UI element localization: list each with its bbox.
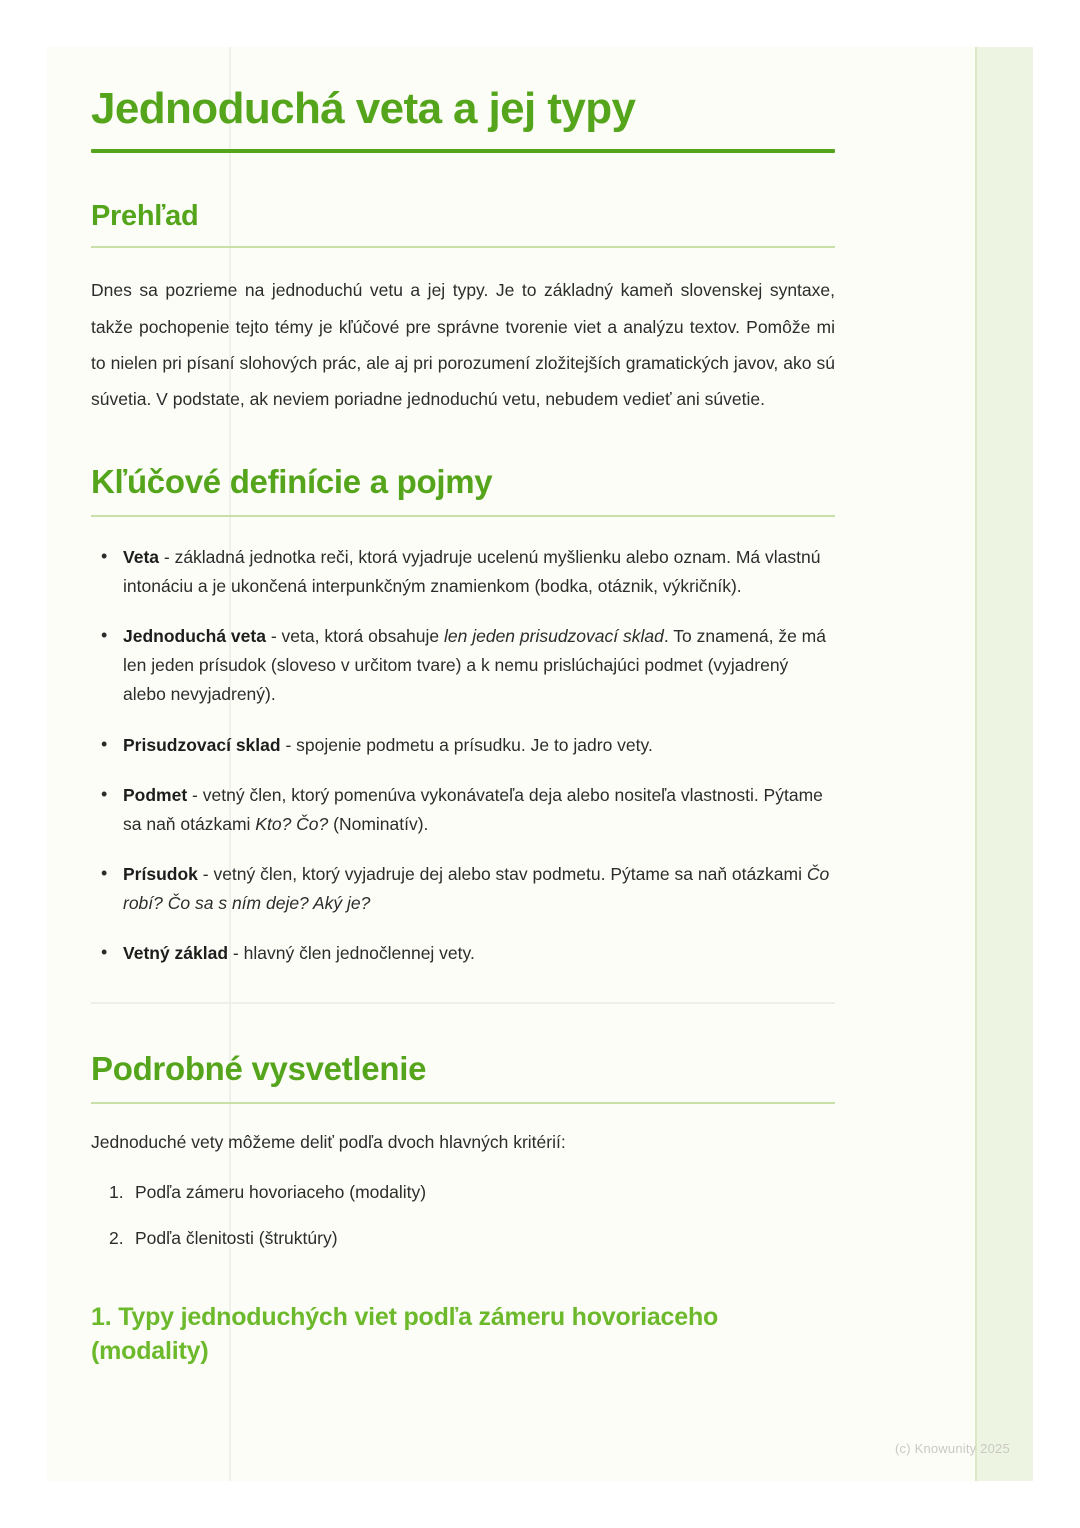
definition-term: Podmet	[123, 784, 188, 805]
definition-item: • Podmet - vetný člen, ktorý pomenúva vykonávateľa deja alebo nositeľa vlastnosti. Pýtame sa naň otázkami Kto? Čo? (Nominatív).	[123, 781, 835, 839]
definitions-list	[91, 543, 835, 968]
definition-item: • Vetný základ - hlavný člen jednočlennej vety.	[123, 939, 835, 968]
subsection-heading-modality: 1. Typy jednoduchých viet podľa zámeru hovoriaceho (modality)	[91, 1302, 719, 1366]
definition-item: • Prísudok - vetný člen, ktorý vyjadruje dej alebo stav podmetu. Pýtame sa naň otázkami Čo robí? Čo sa s ním deje? Aký je?	[123, 860, 835, 918]
definition-item: • Veta - základná jednotka reči, ktorá vyjadruje ucelenú myšlienku alebo oznam. Má vlastnú intonáciu a je ukončená interpunkčným znamienkom (bodka, otáznik, výkričník).	[123, 543, 835, 601]
section-heading-explanation: Podrobné vysvetlenie	[91, 1049, 427, 1087]
section-divider-explanation	[91, 1102, 835, 1104]
definition-term: Vetný základ	[123, 942, 229, 963]
page-title: Jednoduchá veta a jej typy	[91, 84, 636, 133]
definition-emphasis: len jeden prisudzovací sklad	[444, 626, 664, 647]
section-soft-divider	[91, 1002, 835, 1004]
definition-item: • Prisudzovací sklad - spojenie podmetu a prísudku. Je to jadro vety.	[123, 731, 835, 760]
definition-term: Prísudok	[123, 863, 198, 884]
overview-paragraph: Dnes sa pozrieme na jednoduchú vetu a jej typy. Je to základný kameň slovenskej syntaxe, takže pochopenie tejto témy je kľúčové pre správne tvorenie viet a analýzu textov. Pomôže mi to nielen pri písaní slohových prác, ale aj pri porozumení zložitejších gramatických javov, ako sú súvetia. V podstate, ak neviem poriadne jednoduchú vetu, nebudem vedieť ani súvetie.	[91, 280, 835, 410]
section-divider-overview	[91, 246, 835, 248]
definition-term: Jednoduchá veta	[123, 626, 266, 647]
criteria-item: Podľa členitosti (štruktúry)	[135, 1227, 338, 1248]
title-underline	[91, 149, 835, 153]
definition-item: • Jednoduchá veta - veta, ktorá obsahuje len jeden prisudzovací sklad. To znamená, že má len jeden prísudok (sloveso v určitom tvare) a k nemu prislúchajúci podmet (vyjadrený alebo nevyjadrený).	[123, 622, 835, 709]
document-page	[47, 47, 1033, 1481]
explanation-intro: Jednoduché vety môžeme deliť podľa dvoch hlavných kritérií:	[91, 1131, 566, 1152]
criteria-list	[91, 1178, 835, 1252]
page-right-accent-band	[975, 47, 1033, 1481]
definition-emphasis: Čo robí? Čo sa s ním deje? Aký je?	[123, 863, 830, 913]
document-content	[91, 84, 835, 1369]
definition-term: Prisudzovací sklad	[123, 734, 281, 755]
criteria-item: Podľa zámeru hovoriaceho (modality)	[135, 1181, 427, 1202]
section-heading-definitions: Kľúčové definície a pojmy	[91, 463, 493, 501]
section-heading-overview: Prehľad	[91, 200, 199, 233]
section-divider-definitions	[91, 515, 835, 517]
copyright-watermark: (c) Knowunity 2025	[895, 1441, 1010, 1456]
definition-term: Veta	[123, 547, 159, 568]
definition-emphasis: Kto? Čo?	[255, 813, 329, 834]
